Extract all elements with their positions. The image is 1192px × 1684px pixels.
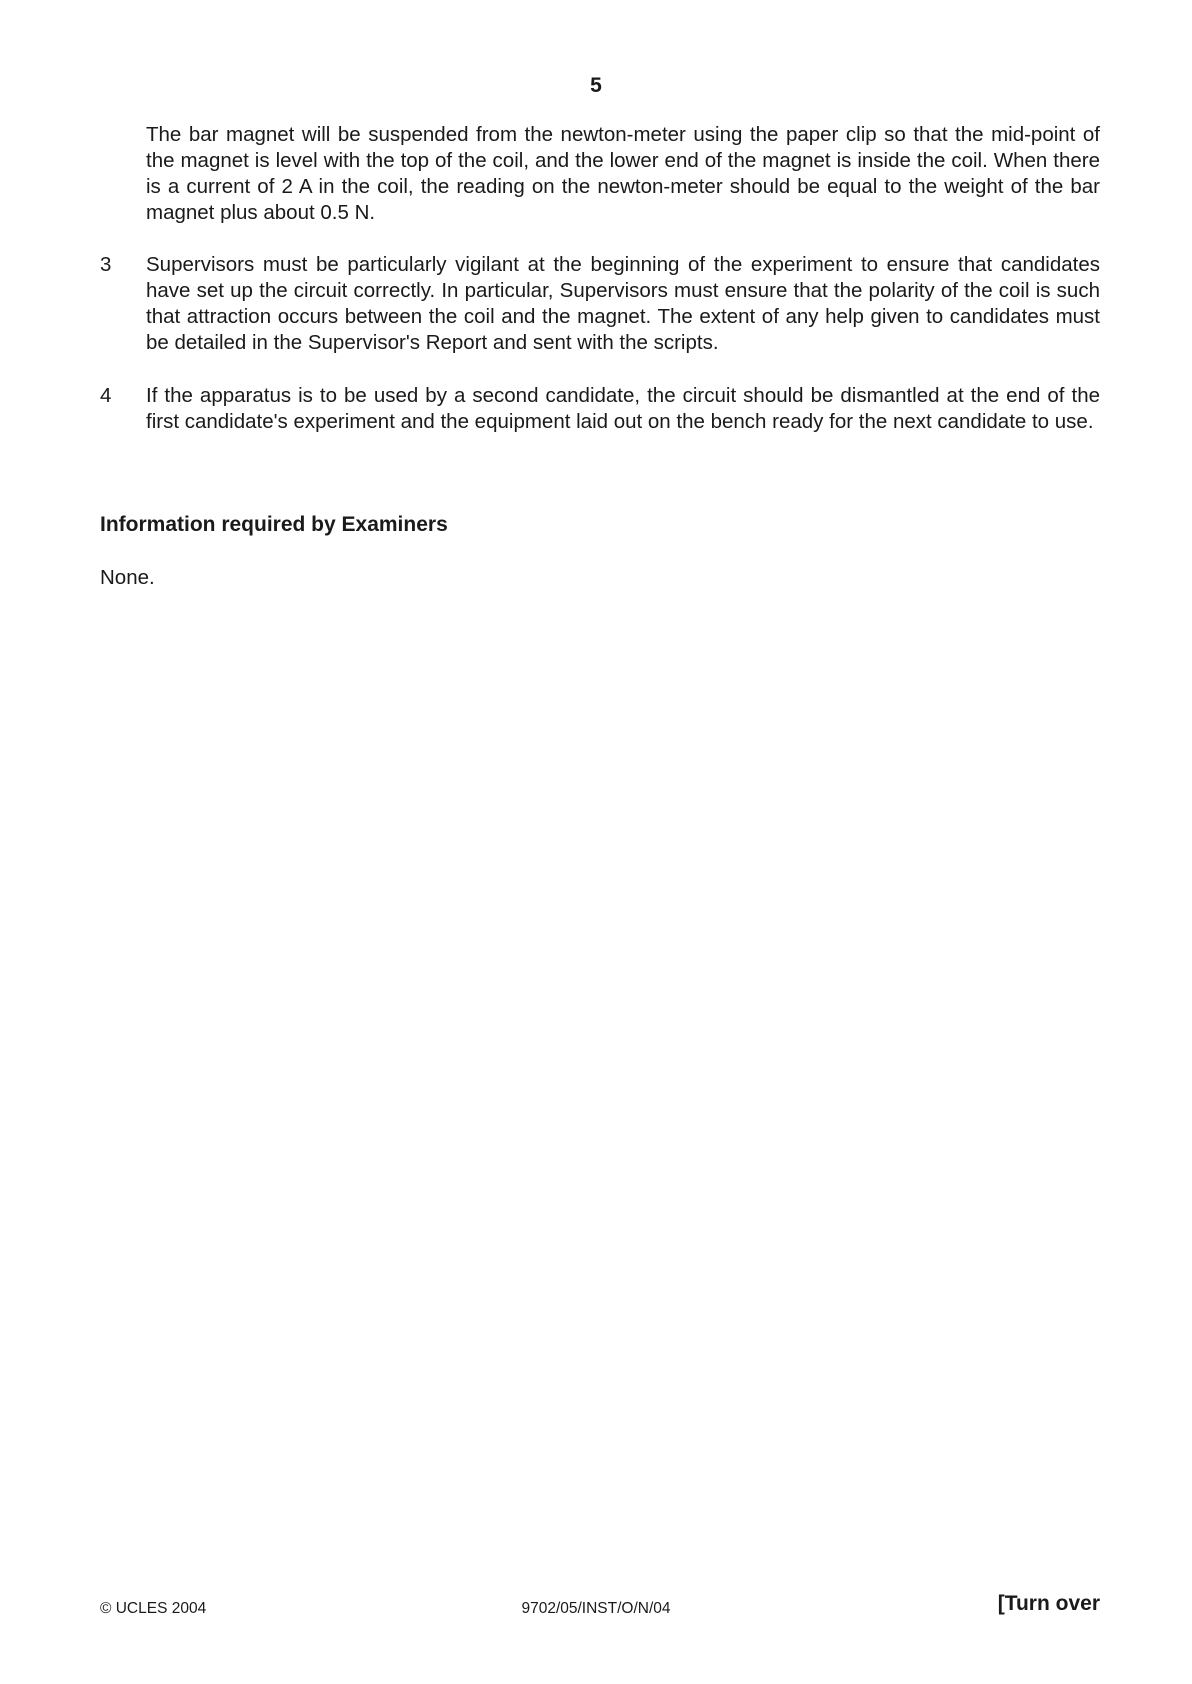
item-4-text: If the apparatus is to be used by a second candidate, the circuit should be dismantled at the end of the first candidate's experiment and the equipment laid out on the bench ready for the next candidate to use.	[146, 384, 1100, 433]
item-3-number: 3	[100, 253, 112, 276]
examiners-heading: Information required by Examiners	[100, 513, 448, 536]
item-4-number: 4	[100, 384, 112, 407]
item-3-text: Supervisors must be particularly vigilant at the beginning of the experiment to ensure that candidates have set up the circuit correctly. In particular, Supervisors must ensure that the polarity of the coil is such that attraction occurs between the coil and the magnet. The extent of any help given to candidates must be detailed in the Supervisor's Report and sent with the scripts.	[146, 253, 1100, 354]
page-number: 5	[590, 74, 602, 97]
intro-paragraph: The bar magnet will be suspended from the newton-meter using the paper clip so that the mid-point of the magnet is level with the top of the coil, and the lower end of the magnet is inside the coil. When there is a current of 2 A in the coil, the reading on the newton-meter should be equal to the weight of the bar magnet plus about 0.5 N.	[146, 123, 1100, 224]
footer-copyright: © UCLES 2004	[100, 1600, 207, 1617]
footer-turn-over: [Turn over	[997, 1592, 1100, 1615]
examiners-text: None.	[100, 566, 155, 589]
footer-code: 9702/05/INST/O/N/04	[521, 1600, 671, 1617]
